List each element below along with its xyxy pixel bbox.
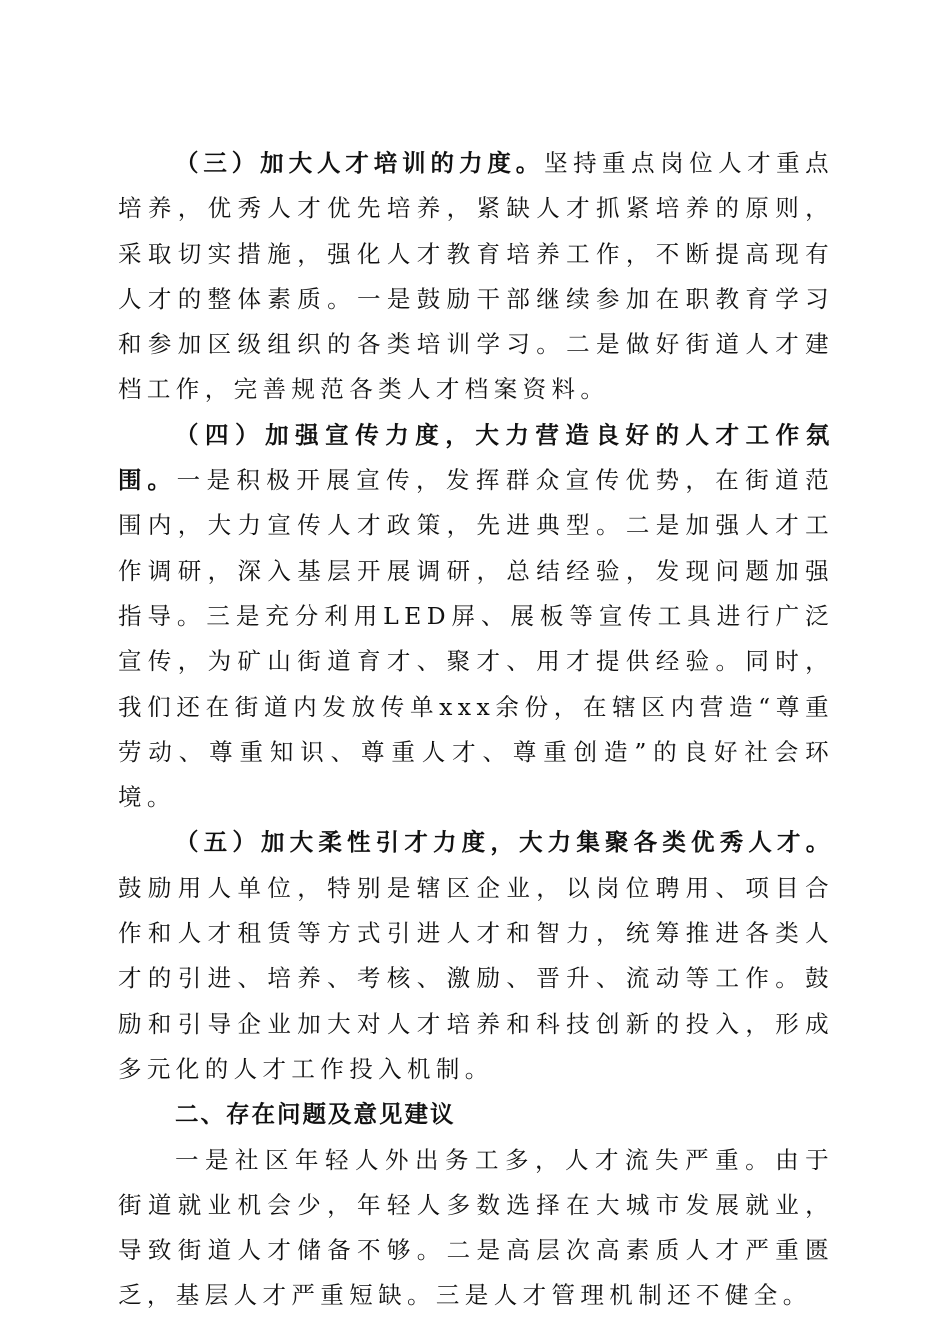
paragraph-problems	[118, 1138, 834, 1319]
paragraph-text: 由于街道就业机会少，年轻人多数选择在大城市发展就业，导致街道人才储备不够。二是高层次高素质人才严重匮乏，基层人才严重短缺。三是人才管理机制还不健全。	[118, 1145, 834, 1310]
paragraph-lead: （三）加大人才培训的力度。	[175, 149, 545, 177]
paragraph-text: 鼓励用人单位，特别是辖区企业，以岗位聘用、项目合作和人才租赁等方式引进人才和智力，统筹推进各类人才的引进、培养、考核、激励、晋升、流动等工作。鼓励和引导企业加大对人才培养和科技创新的投入，形成多元化的人才工作投入机制。	[118, 873, 834, 1083]
paragraph-lead: （四）加强宣传力度，大力营造良好的人才工作氛围。	[118, 420, 834, 495]
paragraph-text: 坚持重点岗位人才重点培养，优秀人才优先培养，紧缺人才抓紧培养的原则，采取切实措施，强化人才教育培养工作，不断提高现有人才的整体素质。一是鼓励干部继续参加在职教育学习和参加区级组织的各类培训学习。二是做好街道人才建档工作，完善规范各类人才档案资料。	[118, 149, 834, 404]
document-body	[118, 141, 834, 1319]
section-heading: 二、存在问题及意见建议	[175, 1100, 456, 1129]
paragraph-lead: 一是社区年轻人外出务工多，人才流失严重。	[175, 1145, 776, 1174]
paragraph-lead: （五）加大柔性引才力度，大力集聚各类优秀人才。	[175, 828, 834, 857]
paragraph-talent-attraction	[118, 820, 834, 1092]
paragraph-training	[118, 141, 834, 413]
paragraph-text: 一是积极开展宣传，发挥群众宣传优势，在街道范围内，大力宣传人才政策，先进典型。二是加强人才工作调研，深入基层开展调研，总结经验，发现问题加强指导。三是充分利用LED屏、展板等宣传工具进行广泛宣传，为矿山街道育才、聚才、用才提供经验。同时，我们还在街道内发放传单xxx余份，在辖区内营造“尊重劳动、尊重知识、尊重人才、尊重创造”的良好社会环境。	[118, 466, 834, 812]
paragraph-publicity	[118, 413, 834, 821]
